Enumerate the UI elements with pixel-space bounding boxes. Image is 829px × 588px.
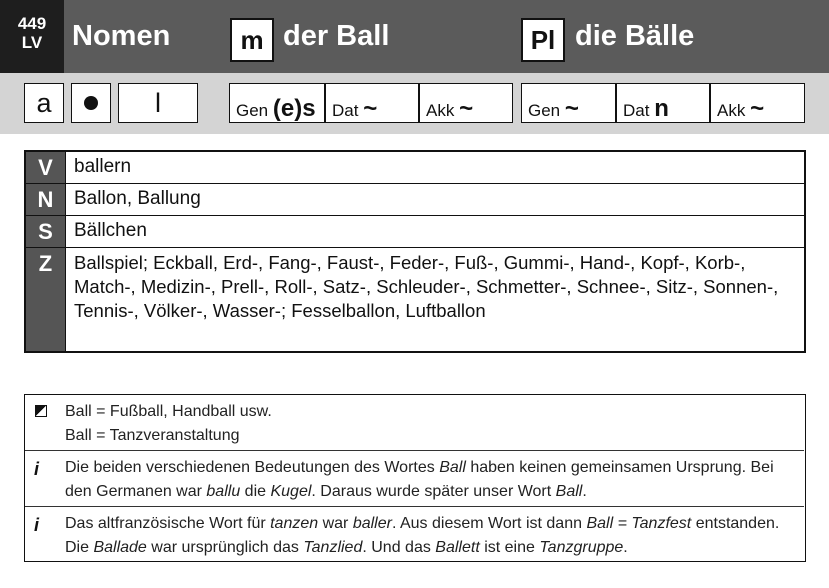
info-note-text: Das altfranzösische Wort für tanzen war baller. Aus diesem Wort ist dann Ball = Tanzfest entstanden. Die Ballade war ursprünglich das Tanzlied. Und das Ballett ist eine Tanzgruppe. xyxy=(65,515,780,556)
row-text: Ballspiel; Eckball, Erd-, Fang-, Faust-, Feder-, Fuß-, Gummi-, Hand-, Kopf-, Korb-, Match-, Medizin-, Prell-, Roll-, Satz-, Schleuder-, Schmetter-, Schnee-, Sitz-, Sonnen-, Tennis-, Völker-, Wasser-; Fesselballon, Luftballon xyxy=(74,252,779,321)
case-label: Dat xyxy=(332,101,359,120)
row-tag: V xyxy=(26,152,66,183)
word-class-title: Nomen xyxy=(72,20,171,52)
vowel-cell: a xyxy=(24,83,64,123)
case-ending: ~ xyxy=(459,95,474,122)
case-label: Akk xyxy=(717,101,746,120)
info-note xyxy=(25,451,804,507)
word-family-row xyxy=(26,216,804,248)
pl-accusative-cell xyxy=(710,83,805,123)
case-label: Dat xyxy=(623,101,650,120)
meanings-note xyxy=(25,395,804,451)
case-label: Akk xyxy=(426,101,455,120)
case-ending: (e)s xyxy=(272,95,316,122)
case-ending: ~ xyxy=(564,95,579,122)
row-text: Ballon, Ballung xyxy=(74,188,201,209)
plural-form: die Bälle xyxy=(575,20,695,52)
length-cell: l xyxy=(118,83,198,123)
pl-genitive-cell xyxy=(521,83,616,123)
case-label: Gen xyxy=(528,101,561,120)
meaning-line: Ball = Tanzveranstaltung xyxy=(65,427,240,444)
word-family-row xyxy=(26,152,804,184)
row-tag: Z xyxy=(26,248,66,351)
singular-form: der Ball xyxy=(283,20,390,52)
row-text: Bällchen xyxy=(74,220,147,241)
row-tag: S xyxy=(26,216,66,247)
sg-dative-cell xyxy=(325,83,419,123)
entry-number-block xyxy=(0,0,64,73)
word-family-row xyxy=(26,184,804,216)
case-ending: ~ xyxy=(363,95,378,122)
entry-number: 449 xyxy=(17,14,47,33)
row-text: ballern xyxy=(74,156,132,177)
meaning-line: Ball = Fußball, Handball usw. xyxy=(65,403,272,420)
word-family-row xyxy=(26,248,804,351)
gender-box: m xyxy=(230,18,274,62)
sg-genitive-cell xyxy=(229,83,325,123)
case-label: Gen xyxy=(236,101,269,120)
sg-accusative-cell xyxy=(419,83,513,123)
half-filled-square-icon xyxy=(35,405,47,417)
word-family-table xyxy=(24,150,806,353)
info-icon: i xyxy=(34,459,40,479)
notes-box xyxy=(24,394,806,562)
pl-dative-cell xyxy=(616,83,710,123)
info-icon: i xyxy=(34,515,40,535)
row-tag: N xyxy=(26,184,66,215)
info-note-text: Die beiden verschiedenen Bedeutungen des Wortes Ball haben keinen gemeinsamen Ursprung. Bei den Germanen war ballu die Kugel. Daraus wurde später unser Wort Ball. xyxy=(65,459,774,500)
entry-header xyxy=(0,0,829,73)
info-note xyxy=(25,507,804,561)
level-tag: LV xyxy=(21,33,43,52)
stress-dot-icon xyxy=(84,96,98,110)
stress-cell xyxy=(71,83,111,123)
case-ending: n xyxy=(654,95,669,122)
plural-box: Pl xyxy=(521,18,565,62)
case-ending: ~ xyxy=(750,95,765,122)
